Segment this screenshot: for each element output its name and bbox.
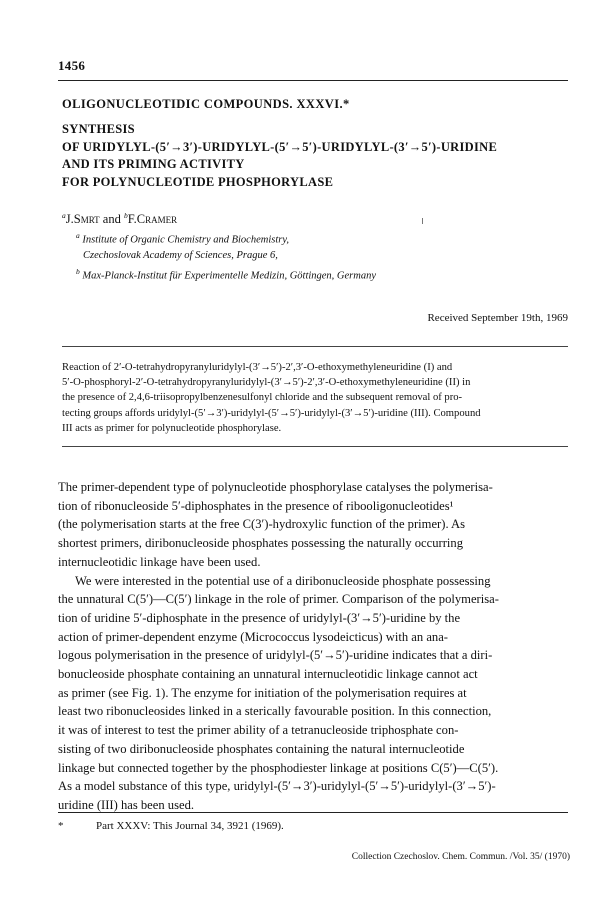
header-rule [58,80,568,81]
abstract-line: 5′-O-phosphoryl-2′-O-tetrahydropyranyluridylyl-(3′→5′)-2′,3′-O-ethoxymethyleneuridine (II) in [62,377,471,389]
body-line: tion of ribonucleoside 5′-diphosphates in the presence of ribooligonucleotides¹ [58,498,454,513]
authors [62,211,177,227]
body-line: logous polymerisation in the presence of uridylyl-(5′→5′)-uridine indicates that a diri- [58,648,493,663]
series-title: OLIGONUCLEOTIDIC COMPOUNDS. XXXVI.* [62,97,350,111]
footnote-marker: * [58,820,64,832]
affiliation-line [76,248,376,264]
body-line: the unnatural C(5′)—C(5′) linkage in the role of primer. Comparison of the polymerisa- [58,592,499,607]
author-1-marker: a [62,211,66,220]
affiliation-marker: b [76,266,80,276]
affiliation-text: Max-Planck-Institut für Experimentelle Medizin, Göttingen, Germany [82,270,377,281]
affiliation-line [76,228,376,248]
body-line: tion of uridine 5′-diphosphate in the presence of uridylyl-(3′→5′)-uridine by the [58,610,461,625]
body-line: The primer-dependent type of polynucleotide phosphorylase catalyses the polymerisa- [58,480,493,494]
body-text [58,478,568,815]
footnote [58,820,284,832]
author-2-marker: b [123,211,128,220]
body-line: As a model substance of this type, uridylyl-(5′→3′)-uridylyl-(5′→5′)-uridylyl-(3′→5′)- [58,779,496,794]
affiliation-text: Czechoslovak Academy of Sciences, Prague 6, [83,250,278,261]
scan-mark [422,218,423,224]
affiliation-text: Institute of Organic Chemistry and Biochemistry, [82,234,290,246]
affiliation-marker: a [76,231,80,240]
journal-footer: Collection Czechoslov. Chem. Commun. /Vol. 35/ (1970) [351,852,570,862]
abstract-bottom-rule [62,446,568,447]
title-line: AND ITS PRIMING ACTIVITY [62,157,245,171]
body-line: it was of interest to test the primer ability of a tetranucleoside triphosphate con- [58,723,459,738]
title-line: SYNTHESIS [62,122,135,136]
title-line: FOR POLYNUCLEOTIDE PHOSPHORYLASE [62,174,334,189]
body-line: internucleotidic linkage have been used. [58,554,261,569]
received-date: Received September 19th, 1969 [427,312,568,324]
authors-conjunction: and [99,212,124,227]
title-line: OF URIDYLYL-(5′→3′)-URIDYLYL-(5′→5′)-URIDYLYL-(3′→5′)-URIDINE [62,139,498,154]
body-line: sisting of two diribonucleoside phosphates containing the natural internucleotide [58,741,465,756]
affiliation-line [76,264,376,284]
footnote-rule [58,812,568,813]
abstract [62,360,568,436]
footnote-text: Part XXXV: This Journal 34, 3921 (1969). [96,820,284,832]
article-title [62,121,497,191]
abstract-line: the presence of 2,4,6-triisopropylbenzenesulfonyl chloride and the subsequent removal of pro- [62,392,463,404]
abstract-line: III acts as primer for polynucleotide phosphorylase. [62,422,282,434]
body-line: shortest primers, diribonucleoside phosphates possessing the naturally occurring [58,536,464,551]
body-line: (the polymerisation starts at the free C(3′)-hydroxylic function of the primer). As [58,517,466,532]
body-line: action of primer-dependent enzyme (Micrococcus lysodeicticus) with an ana- [58,629,449,644]
body-line: least two ribonucleosides linked in a sterically favourable position. In this connection, [58,704,492,719]
body-line: as primer (see Fig. 1). The enzyme for initiation of the polymerisation requires at [58,685,467,700]
abstract-line: Reaction of 2′-O-tetrahydropyranyluridylyl-(3′→5′)-2′,3′-O-ethoxymethyleneuridine (I) and [62,362,453,373]
author-2: F.Cramer [127,212,178,227]
body-line: uridine (III) has been used. [58,797,195,812]
abstract-top-rule [62,346,568,347]
body-line: bonucleoside phosphate containing an unnatural internucleotidic linkage cannot act [58,667,478,682]
author-1: J.Smrt [65,212,100,227]
abstract-line: tecting groups affords uridylyl-(5′→3′)-uridylyl-(5′→5′)-uridylyl-(3′→5′)-uridine (III). Compound [62,407,481,419]
page-number: 1456 [58,58,86,73]
body-line: We were interested in the potential use of a diribonucleoside phosphate possessing [75,573,491,588]
affiliations [76,228,376,284]
body-line: linkage but connected together by the phosphodiester linkage at positions C(5′)—C(5′). [58,760,499,775]
